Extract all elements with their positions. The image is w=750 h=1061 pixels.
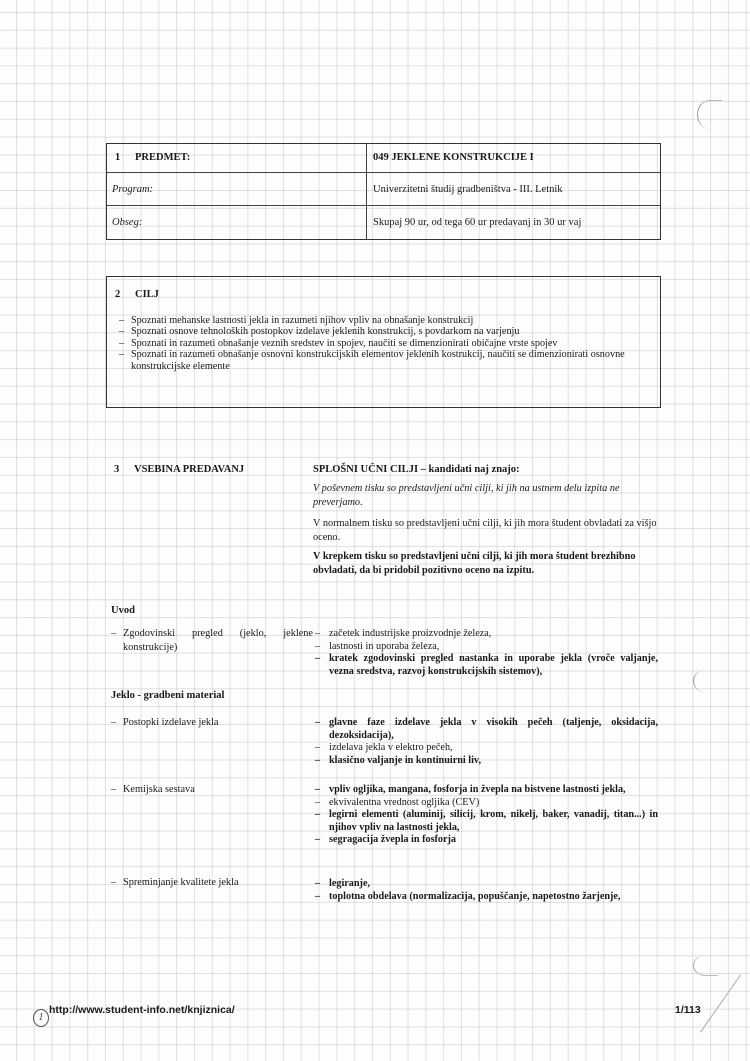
page-number: 1/113 xyxy=(675,1004,701,1016)
bullet-dash: – xyxy=(315,890,321,902)
goal-item xyxy=(119,326,649,337)
page-edge-line xyxy=(700,975,741,1033)
bullet-dash: – xyxy=(315,809,321,820)
binder-hole-mark-icon xyxy=(693,955,718,976)
objective-text: ekvivalentna vrednost ogljika (CEV) xyxy=(329,796,480,808)
objective-item xyxy=(313,742,658,755)
goal-item xyxy=(119,349,649,372)
objective-item xyxy=(313,809,658,834)
goal-item xyxy=(119,338,649,349)
objective-item xyxy=(313,878,658,891)
objectives-title: SPLOŠNI UČNI CILJI – kandidati naj znajo: xyxy=(313,464,520,475)
objective-text: klasično valjanje in kontinuirni liv, xyxy=(329,754,482,766)
bullet-dash: – xyxy=(315,834,321,845)
program-value: Univerzitetni študij gradbeništva - III. Letnik xyxy=(373,184,563,195)
bullet-dash: – xyxy=(119,315,125,326)
goal-item xyxy=(119,315,649,326)
handwritten-number-text: 1 xyxy=(38,1012,44,1023)
legend-italic: V poševnem tisku so predstavljeni učni cilji, ki jih na ustnem delu izpita ne preverjamo. xyxy=(313,483,620,508)
bullet-dash: – xyxy=(119,337,125,349)
topic-label xyxy=(111,716,313,730)
objective-item xyxy=(313,784,658,797)
bullet-dash: – xyxy=(315,754,321,766)
table-column-divider xyxy=(366,144,367,239)
topic-label xyxy=(111,876,313,890)
bullet-dash: – xyxy=(111,877,117,888)
scope-label: Obseg: xyxy=(112,217,143,228)
section-number: 3 xyxy=(114,464,120,475)
bullet-dash: – xyxy=(315,784,321,795)
goal-list xyxy=(119,315,649,372)
objective-item xyxy=(313,891,658,904)
bullet-dash: – xyxy=(315,742,321,753)
topic-label xyxy=(111,627,313,655)
goal-text: Spoznati in razumeti obnašanje veznih sredstev in spojev, naučiti se dimenzionirati običajne vrste spojev xyxy=(131,337,558,349)
goals-box xyxy=(106,276,661,408)
objective-item xyxy=(313,797,658,810)
objective-list xyxy=(313,628,658,678)
section-number: 2 xyxy=(115,289,121,300)
objective-text: kratek zgodovinski pregled nastanka in uporabe jekla (vroče valjanje, vezna sredstva, razvoj konstrukcijskih sistemov), xyxy=(329,653,658,677)
topic-text: Zgodovinski pregled (jeklo, jeklene konstrukcije) xyxy=(123,628,313,653)
bullet-dash: – xyxy=(315,653,321,664)
subsection-heading: Uvod xyxy=(111,605,135,616)
objective-text: vpliv ogljika, mangana, fosforja in žvepla na bistvene lastnosti jekla, xyxy=(329,784,626,795)
objective-text: začetek industrijske proizvodnje železa, xyxy=(329,628,492,639)
topic-text: Spreminjanje kvalitete jekla xyxy=(123,877,239,888)
objective-text: toplotna obdelava (normalizacija, popuščanje, napetostno žarjenje, xyxy=(329,890,621,902)
bullet-dash: – xyxy=(315,628,321,639)
objective-item xyxy=(313,834,658,847)
objective-text: izdelava jekla v elektro pečeh, xyxy=(329,742,453,753)
topic-text: Postopki izdelave jekla xyxy=(123,717,219,728)
bullet-dash: – xyxy=(111,784,117,795)
bullet-dash: – xyxy=(111,628,117,639)
scope-value: Skupaj 90 ur, od tega 60 ur predavanj in 30 ur vaj xyxy=(373,217,582,228)
course-name: 049 JEKLENE KONSTRUKCIJE I xyxy=(373,152,534,163)
legend-normal: V normalnem tisku so predstavljeni učni cilji, ki jih mora študent obvladati za višjo oceno. xyxy=(313,518,657,543)
bullet-dash: – xyxy=(315,878,321,889)
legend-bold: V krepkem tisku so predstavljeni učni cilji, ki jih mora študent brezhibno obvladati, da bi pridobil pozitivno oceno na izpitu. xyxy=(313,551,636,576)
bullet-dash: – xyxy=(111,717,117,728)
objective-item xyxy=(313,755,658,768)
handwritten-circled-number xyxy=(33,1009,49,1027)
objective-text: glavne faze izdelave jekla v visokih pečeh (taljenje, oksidacija, dezoksidacija), xyxy=(329,717,658,741)
objective-list xyxy=(313,878,658,903)
objective-item xyxy=(313,628,658,641)
course-info-table xyxy=(106,143,661,240)
program-label: Program: xyxy=(112,184,154,195)
footer-url-link[interactable]: http://www.student-info.net/knjiznica/ xyxy=(49,1004,235,1016)
objective-text: legiranje, xyxy=(329,878,371,889)
bullet-dash: – xyxy=(119,349,125,361)
objective-text: segragacija žvepla in fosforja xyxy=(329,834,457,845)
objective-item xyxy=(313,717,658,742)
subsection-heading: Jeklo - gradbeni material xyxy=(111,690,225,701)
section-title: PREDMET: xyxy=(135,152,191,163)
topic-label xyxy=(111,783,313,797)
bullet-dash: – xyxy=(315,796,321,808)
bullet-dash: – xyxy=(119,326,125,338)
objective-list xyxy=(313,717,658,767)
goal-text: Spoznati in razumeti obnašanje osnovni konstrukcijskih elementov jeklenih kostrukcij, naučiti se dimenzionirati osnovne konstrukcijske elemente xyxy=(131,349,625,372)
objective-list xyxy=(313,784,658,847)
objective-item xyxy=(313,641,658,654)
binder-hole-mark-icon xyxy=(693,670,716,692)
binder-hole-mark-icon xyxy=(697,100,722,129)
bullet-dash: – xyxy=(315,717,321,728)
objective-text: lastnosti in uporaba železa, xyxy=(329,640,440,652)
bullet-dash: – xyxy=(315,640,321,652)
section-number: 1 xyxy=(115,152,121,163)
section-title: VSEBINA PREDAVANJ xyxy=(134,464,245,475)
objective-item xyxy=(313,653,658,678)
topic-text: Kemijska sestava xyxy=(123,784,195,795)
objective-text: legirni elementi (aluminij, silicij, krom, nikelj, baker, vanadij, titan...) in njihov vpliv na lastnosti jekla, xyxy=(329,809,658,833)
section-title: CILJ xyxy=(135,289,159,300)
goal-text: Spoznati osnove tehnoloških postopkov izdelave jeklenih konstrukcij, s povdarkom na varjenju xyxy=(131,326,520,338)
goal-text: Spoznati mehanske lastnosti jekla in razumeti njihov vpliv na obnašanje konstrukcij xyxy=(131,315,474,326)
